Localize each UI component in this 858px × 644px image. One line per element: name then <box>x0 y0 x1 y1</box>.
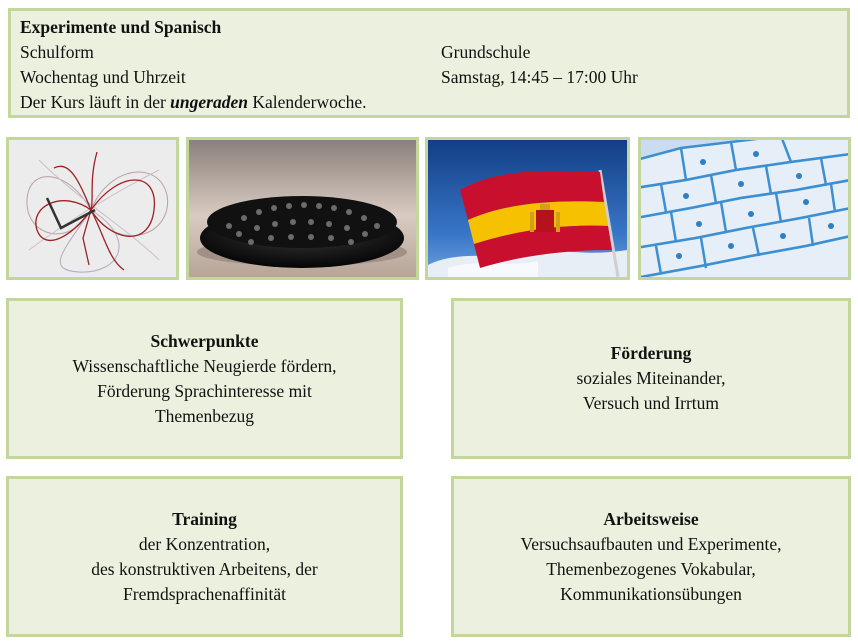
panel-training <box>6 476 403 637</box>
panel-foerderung <box>451 298 851 459</box>
panel-title: Training <box>172 508 237 529</box>
course-info-box <box>8 8 850 118</box>
panel-line: soziales Miteinander, <box>576 368 726 388</box>
panel-arbeitsweise <box>451 476 851 637</box>
info-row-schulform <box>20 40 838 65</box>
info-value: Grundschule <box>441 42 531 62</box>
ferrofluid-image <box>186 137 419 280</box>
panel-line: der Konzentration, <box>138 533 271 554</box>
onion-cells-microscope-image <box>638 137 851 280</box>
note-emphasis: ungeraden <box>170 92 248 112</box>
course-title: Experimente und Spanisch <box>20 17 222 37</box>
panel-line: Themenbezug <box>154 405 255 426</box>
info-label: Wochentag und Uhrzeit <box>20 67 186 87</box>
panel-title: Arbeitsweise <box>603 508 699 529</box>
info-label: Schulform <box>20 42 94 62</box>
pendulum-drawing-image <box>6 137 179 280</box>
panel-line: Wissenschaftliche Neugierde fördern, <box>72 355 337 376</box>
info-value: Samstag, 14:45 – 17:00 Uhr <box>441 67 638 87</box>
panel-line: Versuchsaufbauten und Experimente, <box>520 533 782 554</box>
panel-line: Fremdsprachenaffinität <box>123 583 286 604</box>
calendar-week-note: Der Kurs läuft in der ungeraden Kalenderwoche. <box>20 92 367 112</box>
panel-line: Versuch und Irrtum <box>582 393 720 413</box>
panel-line: des konstruktiven Arbeitens, der <box>91 558 318 579</box>
info-row-wochentag <box>20 65 838 90</box>
panel-line: Förderung Sprachinteresse mit <box>97 380 312 401</box>
panel-line: Themenbezogenes Vokabular, <box>546 558 756 579</box>
panel-title: Förderung <box>610 343 692 363</box>
panel-schwerpunkte <box>6 298 403 459</box>
panel-line: Kommunikationsübungen <box>560 583 742 604</box>
spanish-flag-image <box>425 137 630 280</box>
panel-title: Schwerpunkte <box>150 330 259 351</box>
